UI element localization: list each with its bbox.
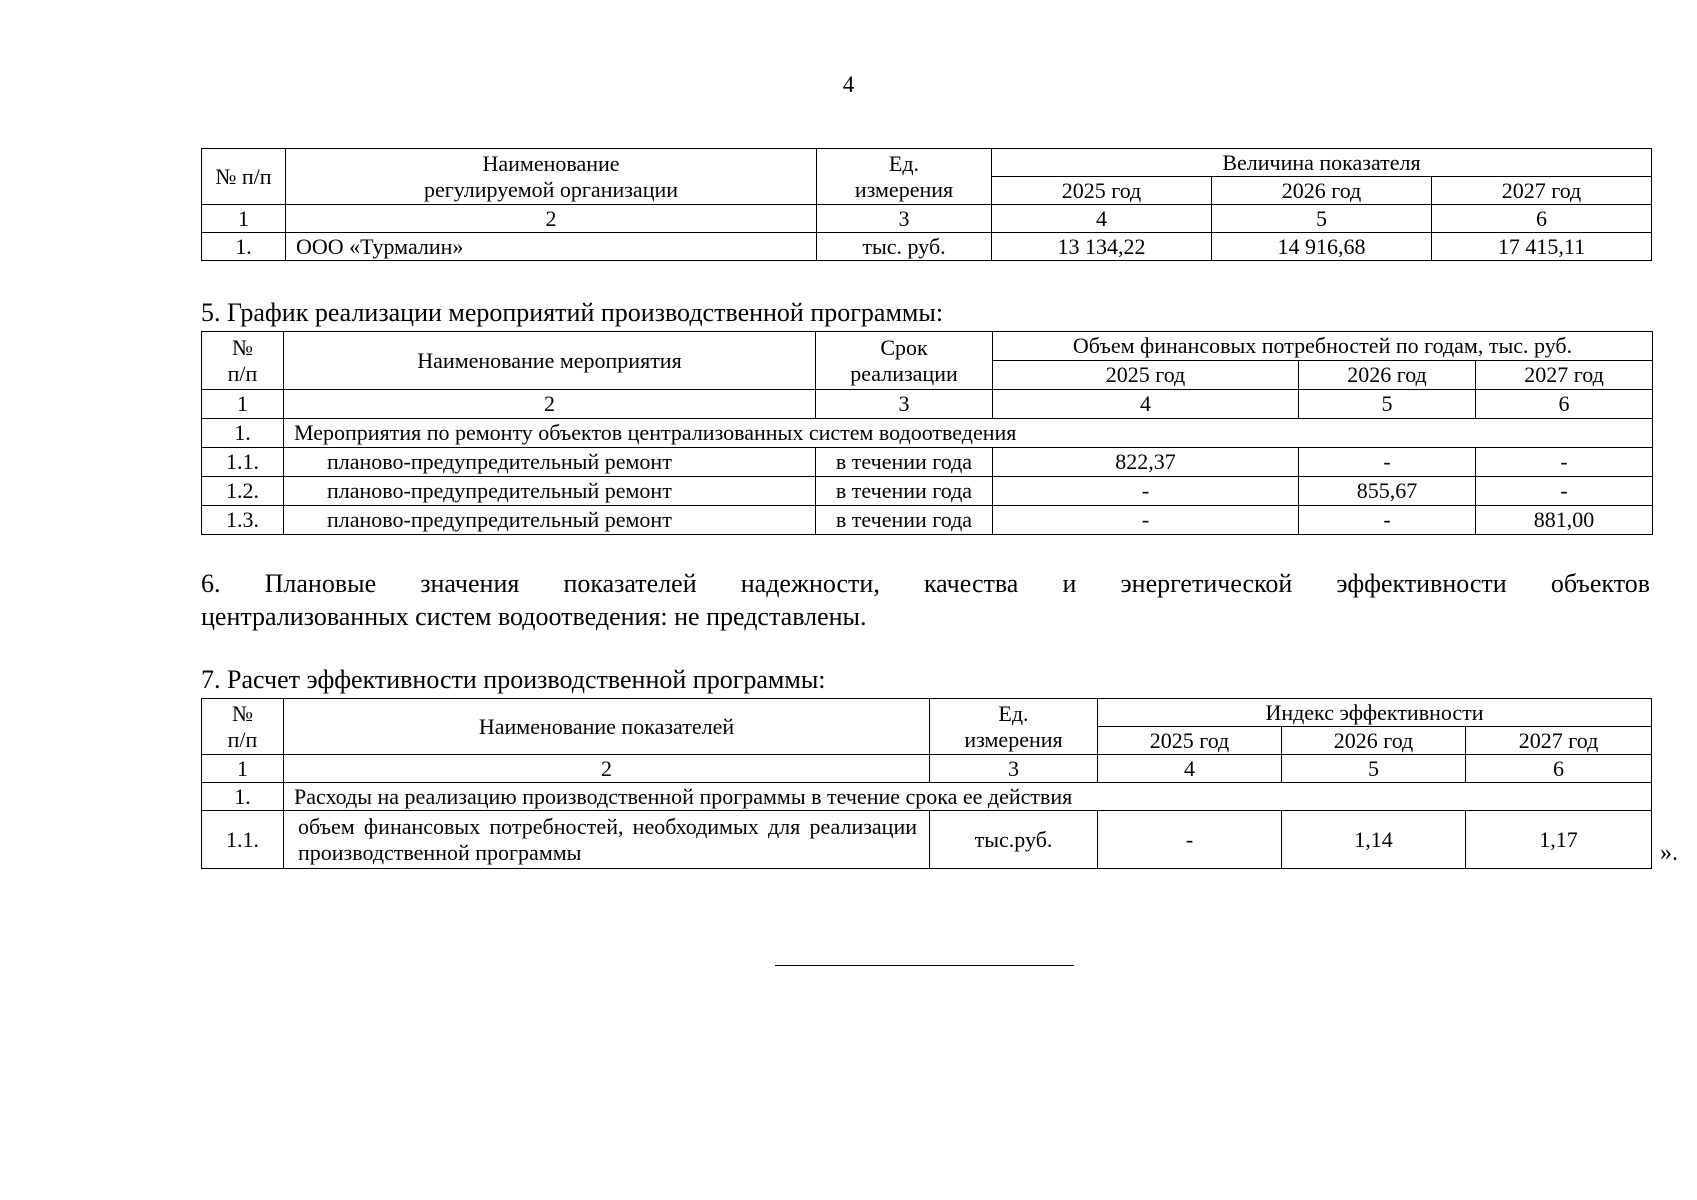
group-num: 1. <box>202 419 284 448</box>
row-value-2027: - <box>1476 477 1653 506</box>
row-measure-name: планово-предупредительный ремонт <box>284 506 816 535</box>
row-value-2025: - <box>993 506 1299 535</box>
header-indicator-name: Наименование показателей <box>284 699 930 755</box>
table-row <box>202 811 1652 869</box>
header-year: 2027 год <box>1466 727 1652 755</box>
header-year: 2026 год <box>1299 361 1476 390</box>
efficiency-table <box>201 698 1652 869</box>
index-cell: 1 <box>202 755 284 783</box>
header-unit-line1: Ед. <box>998 701 1029 727</box>
table-header-row <box>202 699 1652 727</box>
header-year: 2025 год <box>993 361 1299 390</box>
header-finance-group: Объем финансовых потребностей по годам, тыс. руб. <box>993 332 1653 361</box>
row-term: в течении года <box>816 477 993 506</box>
table-header-row <box>202 332 1653 361</box>
header-year: 2026 год <box>1212 177 1432 205</box>
row-num: 1.1. <box>202 811 284 869</box>
header-org-name <box>286 149 817 205</box>
header-num-line1: № <box>232 701 253 727</box>
row-value-2027: - <box>1476 448 1653 477</box>
header-unit-line2: измерения <box>854 176 954 202</box>
row-org-name: ООО «Турмалин» <box>286 233 817 261</box>
index-cell: 4 <box>993 390 1299 419</box>
section-6-paragraph <box>201 567 1650 633</box>
row-value-2027: 17 415,11 <box>1432 233 1652 261</box>
header-year: 2025 год <box>992 177 1212 205</box>
index-cell: 3 <box>817 205 992 233</box>
row-term: в течении года <box>816 448 993 477</box>
section-6-line2: централизованных систем водоотведения: не представлены. <box>201 602 867 631</box>
header-year: 2027 год <box>1432 177 1652 205</box>
header-num <box>202 332 284 390</box>
group-num: 1. <box>202 783 284 811</box>
section-7-heading: 7. Расчет эффективности производственной программы: <box>201 665 826 694</box>
row-value-2027: 881,00 <box>1476 506 1653 535</box>
header-num-line1: № <box>232 335 253 361</box>
row-value-2026: - <box>1299 448 1476 477</box>
row-num: 1.3. <box>202 506 284 535</box>
table-row <box>202 477 1653 506</box>
row-value-2026: 14 916,68 <box>1212 233 1432 261</box>
index-cell: 2 <box>284 755 930 783</box>
row-value-2026: 855,67 <box>1299 477 1476 506</box>
header-num: № п/п <box>202 149 286 205</box>
header-term-line1: Срок <box>880 335 928 361</box>
table-row <box>202 448 1653 477</box>
header-num-line2: п/п <box>227 726 258 752</box>
row-measure-name: планово-предупредительный ремонт <box>284 448 816 477</box>
row-value-2025: - <box>993 477 1299 506</box>
schedule-table <box>201 331 1653 535</box>
row-measure-name: планово-предупредительный ремонт <box>284 477 816 506</box>
closing-quote: ». <box>1660 840 1678 866</box>
table-group-row <box>202 783 1652 811</box>
section-5-heading: 5. График реализации мероприятий производственной программы: <box>201 298 944 327</box>
row-num: 1.1. <box>202 448 284 477</box>
header-num <box>202 699 284 755</box>
row-value-2025: 822,37 <box>993 448 1299 477</box>
index-cell: 3 <box>816 390 993 419</box>
row-unit: тыс. руб. <box>817 233 992 261</box>
row-num: 1.2. <box>202 477 284 506</box>
index-cell: 4 <box>992 205 1212 233</box>
header-year: 2025 год <box>1098 727 1282 755</box>
index-cell: 3 <box>930 755 1098 783</box>
header-year: 2027 год <box>1476 361 1653 390</box>
header-efficiency-group: Индекс эффективности <box>1098 699 1652 727</box>
header-term-line2: реализации <box>850 360 958 386</box>
index-cell: 5 <box>1299 390 1476 419</box>
header-value-group: Величина показателя <box>992 149 1652 177</box>
row-term: в течении года <box>816 506 993 535</box>
header-num-line2: п/п <box>227 360 258 386</box>
row-value-2026: 1,14 <box>1282 811 1466 869</box>
index-cell: 6 <box>1432 205 1652 233</box>
index-cell: 6 <box>1466 755 1652 783</box>
table-index-row <box>202 755 1652 783</box>
index-cell: 1 <box>202 390 284 419</box>
index-cell: 2 <box>284 390 816 419</box>
header-term <box>816 332 993 390</box>
header-measure-name: Наименование мероприятия <box>284 332 816 390</box>
header-unit-line2: измерения <box>964 726 1063 752</box>
header-org-name-line2: регулируемой организации <box>423 176 679 202</box>
row-value-2025: 13 134,22 <box>992 233 1212 261</box>
page-number: 4 <box>842 72 855 97</box>
table-row <box>202 506 1653 535</box>
index-cell: 6 <box>1476 390 1653 419</box>
header-unit <box>817 149 992 205</box>
end-divider <box>775 965 1074 966</box>
row-indicator-name: объем финансовых потребностей, необходимых для реализации производственной программы <box>284 811 930 869</box>
row-unit: тыс.руб. <box>930 811 1098 869</box>
table-group-row <box>202 419 1653 448</box>
header-org-name-line1: Наименование <box>482 151 620 177</box>
header-year: 2026 год <box>1282 727 1466 755</box>
row-num: 1. <box>202 233 286 261</box>
section-6-line1: 6. Плановые значения показателей надежности, качества и энергетической эффективности объектов <box>201 569 1650 598</box>
index-cell: 5 <box>1282 755 1466 783</box>
header-unit <box>930 699 1098 755</box>
table-index-row <box>202 205 1652 233</box>
group-title: Расходы на реализацию производственной программы в течение срока ее действия <box>284 783 1652 811</box>
index-cell: 2 <box>286 205 817 233</box>
table-row <box>202 233 1652 261</box>
row-value-2027: 1,17 <box>1466 811 1652 869</box>
row-value-2025: - <box>1098 811 1282 869</box>
header-unit-line1: Ед. <box>888 151 920 177</box>
table-index-row <box>202 390 1653 419</box>
indicator-table <box>201 148 1652 261</box>
row-value-2026: - <box>1299 506 1476 535</box>
table-header-row <box>202 149 1652 177</box>
index-cell: 5 <box>1212 205 1432 233</box>
index-cell: 4 <box>1098 755 1282 783</box>
group-title: Мероприятия по ремонту объектов централизованных систем водоотведения <box>284 419 1653 448</box>
index-cell: 1 <box>202 205 286 233</box>
